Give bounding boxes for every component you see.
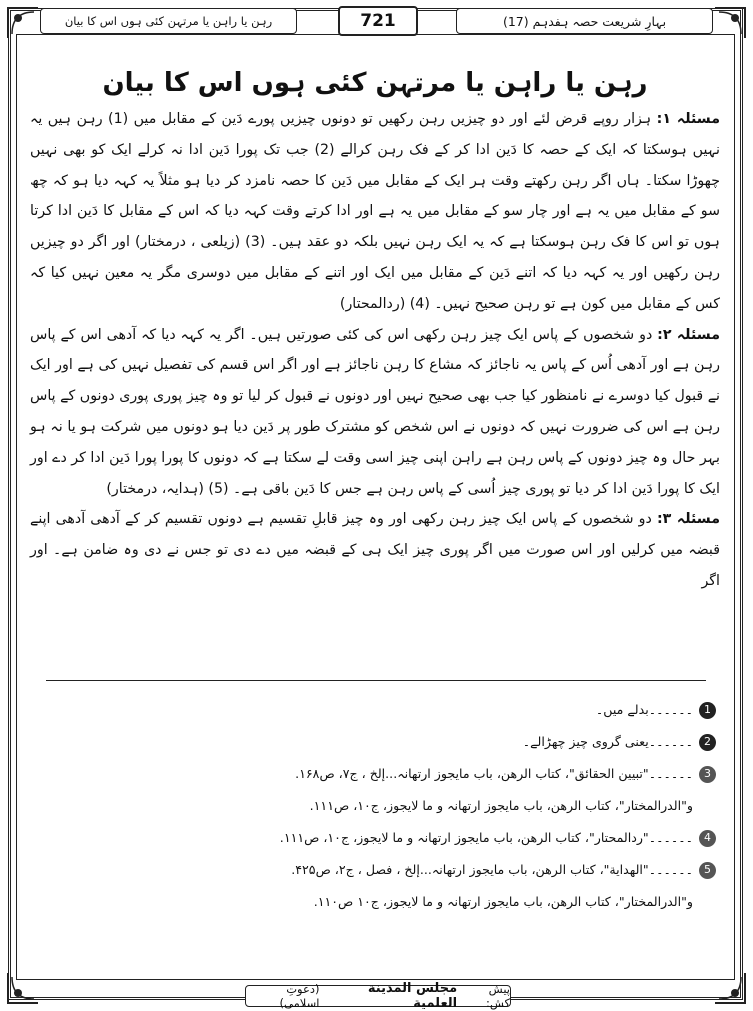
masala-2 <box>30 320 720 505</box>
footnote-continuation <box>40 886 716 918</box>
footnote-continuation <box>40 790 716 822</box>
footnote <box>40 758 716 790</box>
footnote-text: ۔۔۔۔۔۔"الهداية"، کتاب الرھن، باب مایجوز ارتھانہ...إلخ ، فصل ، ج۲، ص۴۲۵. <box>291 862 693 877</box>
corner-ornament-icon <box>713 6 747 40</box>
footnote-text: و"الدرالمختار"، کتاب الرھن، باب مایجوز ارتھانہ و ما لایجوز، ج۱۰، ص۱۱۱. <box>309 798 693 813</box>
footnote-divider <box>46 680 706 681</box>
footnote-number: 1 <box>699 702 716 719</box>
masala-text: ہزار روپے قرض لئے اور دو چیزیں رہن رکھیں تو دونوں چیزیں پورے دَین کے مقابل میں (1) رہن ہیں یہ نہیں ہوسکتا کہ ایک کے حصہ کا دَین ادا کر کے فک رہن کرالے (2) جب تک پورا دَین ادا نہ کرلے ایک کو بھی نہیں چھوڑا سکتا۔ ہاں اگر رہن رکھتے وقت ہر ایک کے مقابل میں دَین کا حصہ نامزد کر دیا ہو مثلاً یہ کہہ دیا ہو کہ چھ سو کے مقابل میں یہ ہے اور چار سو کے مقابل میں یہ ہے اور ادا کرتے وقت کہہ دیا کہ اس کے مقابل کا دَین ادا کرتا ہوں تو اس کا فک رہن ہوسکتا ہے کہ یہ ایک رہن نہیں بلکہ دو عقد ہیں۔ (3) (زیلعی ، درمختار) اور اگر دو چیزیں رہن رکھیں اور یہ کہہ دیا کہ اتنے دَین کے مقابل میں ایک اور اتنے کے مقابل میں دوسری مگر یہ معین نہیں کیا کہ کس کے مقابل میں کون ہے تو رہن صحیح نہیں۔ (4) (ردالمحتار) <box>30 111 720 312</box>
footer-suffix: (دعوتِ اسلامی) <box>279 982 320 1010</box>
chapter-title: رہن یا راہن یا مرتہن کئی ہوں اس کا بیان <box>102 68 648 98</box>
running-header-chapter-title: رہن یا راہن یا مرتہن کئی ہوں اس کا بیان <box>40 8 297 34</box>
corner-ornament-icon <box>6 6 40 40</box>
masala-label: مسئلہ ۱: <box>656 111 721 127</box>
page-number: 721 <box>338 6 418 36</box>
footnote <box>40 822 716 854</box>
footnote-text: ۔۔۔۔۔۔"ردالمحتار"، کتاب الرھن، باب مایجوز ارتھانہ و ما لایجوز، ج۱۰، ص۱۱۱. <box>279 830 693 845</box>
masala-text: دو شخصوں کے پاس ایک چیز رہن رکھی اس کی کئی صورتیں ہیں۔ اگر یہ کہہ دیا کہ آدھی اس کے پاس رہن ہے اور آدھی اُس کے پاس یہ ناجائز کہ مشاع کا رہن ناجائز ہے اور اگر اس قسم کی تفصیل نہیں کی ہے اور ایک نے قبول کیا دوسرے نے نامنظور کیا جب بھی صحیح نہیں اور دونوں نے قبول کر لیا تو وہ چیز پوری پوری دونوں کے پاس رہن ہے اس کی ضرورت نہیں کہ دونوں نے اس شخص کو مشترک طور پر دَین دیا ہو دونوں میں شرکت ہو یا نہ ہو بہر حال وہ چیز دونوں کے پاس رہن ہے راہن اپنی چیز اسی وقت لے سکتا ہے کہ دونوں کا پورا پورا دَین ادا کر دے اور ایک کا پورا دَین ادا کر دیا تو پوری چیز اُسی کے پاس رہن ہے جس کا دَین باقی ہے۔ (5) (ہدایہ، درمختار) <box>30 326 720 497</box>
footnote <box>40 726 716 758</box>
corner-ornament-icon <box>713 971 747 1005</box>
footnote <box>40 694 716 726</box>
footnote-text: ۔۔۔۔۔۔بدلے میں۔ <box>595 702 693 717</box>
footnote-number: 2 <box>699 734 716 751</box>
publisher-footer <box>245 981 511 1011</box>
footnote-number: 3 <box>699 766 716 783</box>
footnote-number: 4 <box>699 830 716 847</box>
footnote-text: ۔۔۔۔۔۔"تبیین الحقائق"، کتاب الرھن، باب مایجوز ارتھانہ...إلخ ، ج۷، ص۱۶۸. <box>295 766 693 781</box>
publisher-name: مجلس المدينة العلمية <box>367 981 458 1011</box>
corner-ornament-icon <box>6 971 40 1005</box>
running-header-book-title: بہارِ شریعت حصہ ہفدہم (17) <box>456 8 713 34</box>
masala-label: مسئلہ ۲: <box>657 326 720 343</box>
footer-prefix: پیش کش: <box>485 982 510 1010</box>
footnotes <box>40 694 716 918</box>
masala-3 <box>30 504 720 596</box>
masala-text: دو شخصوں کے پاس ایک چیز رہن رکھی اور وہ چیز قابلِ تقسیم ہے دونوں تقسیم کر کے آدھی آدھی اپنے قبضہ میں کرلیں اور اس صورت میں اگر پوری چیز ایک ہی کے قبضہ میں دے دی تو جس نے دی وہ ضامن ہے۔ اور اگر <box>30 511 720 589</box>
footnote <box>40 854 716 886</box>
footnote-text: و"الدرالمختار"، کتاب الرھن، باب مایجوز ارتھانہ و ما لایجوز، ج۱۰ ص۱۱۰. <box>313 894 693 909</box>
footnote-text: ۔۔۔۔۔۔یعنی گروی چیز چھڑالے۔ <box>522 734 693 749</box>
footnote-number: 5 <box>699 862 716 879</box>
masala-label: مسئلہ ۳: <box>656 511 721 528</box>
masala-1 <box>30 104 720 320</box>
main-content <box>30 64 720 597</box>
